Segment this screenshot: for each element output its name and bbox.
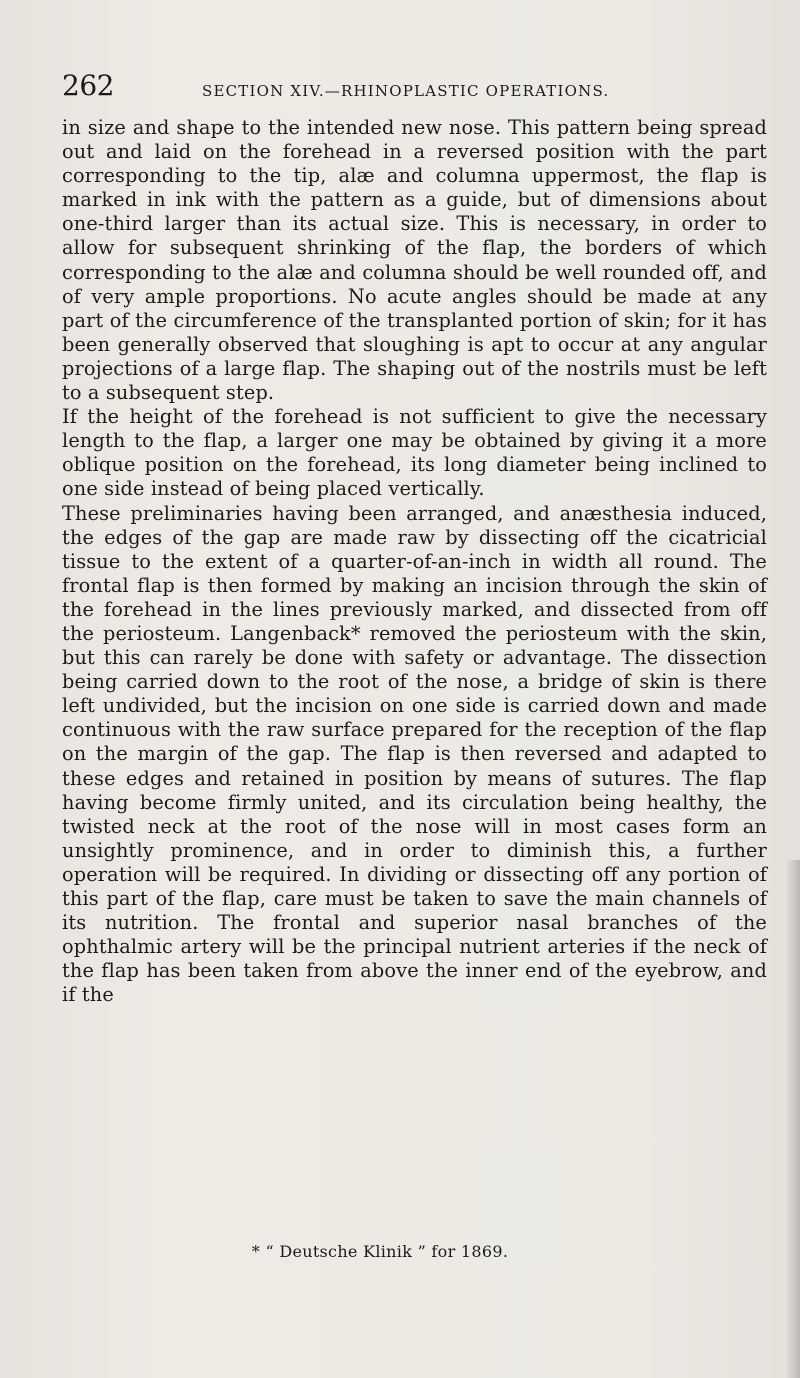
page-edge-shadow xyxy=(786,860,800,1378)
paragraph: These preliminaries having been arranged, and anæsthesia induced, the edges of the gap are made raw by dissecting off the cicatricial tissue to the extent of a quarter-of-an-inch in width all round. The frontal flap is then formed by making an incision through the skin of the forehead in the lines previously marked, and dissected from off the periosteum. Langenback* removed the periosteum with the skin, but this can rarely be done with safety or advantage. The dissection being carried down to the root of the nose, a bridge of skin is there left undivided, but the incision on one side is carried down and made continuous with the raw surface prepared for the reception of the flap on the margin of the gap. The flap is then reversed and adapted to these edges and retained in position by means of sutures. The flap having become firmly united, and its circulation being healthy, the twisted neck at the root of the nose will in most cases form an unsightly prominence, and in order to diminish this, a further operation will be required. In dividing or dissecting off any portion of this part of the flap, care must be taken to save the main channels of its nutrition. The frontal and superior nasal branches of the ophthalmic artery will be the principal nutrient arteries if the neck of the flap has been taken from above the inner end of the eyebrow, and if the xyxy=(62,501,767,1007)
body-text xyxy=(62,116,767,1007)
footnote: * “ Deutsche Klinik ” for 1869. xyxy=(251,1242,509,1261)
paragraph: in size and shape to the intended new nose. This pattern being spread out and laid on the forehead in a reversed position with the part corresponding to the tip, alæ and columna uppermost, the flap is marked in ink with the pattern as a guide, but of dimensions about one-third larger than its actual size. This is necessary, in order to allow for subsequent shrinking of the flap, the borders of which corresponding to the alæ and columna should be well rounded off, and of very ample proportions. No acute angles should be made at any part of the circumference of the transplanted portion of skin; for it has been generally observed that sloughing is apt to occur at any angular projections of a large flap. The shaping out of the nostrils must be left to a subsequent step. xyxy=(62,116,767,405)
page-header xyxy=(62,64,762,104)
running-head: SECTION XIV.—RHINOPLASTIC OPERATIONS. xyxy=(202,82,610,100)
paragraph: If the height of the forehead is not sufficient to give the necessary length to the flap, a larger one may be obtained by giving it a more oblique position on the forehead, its long diameter being inclined to one side instead of being placed vertically. xyxy=(62,405,767,501)
page-number: 262 xyxy=(62,69,114,102)
